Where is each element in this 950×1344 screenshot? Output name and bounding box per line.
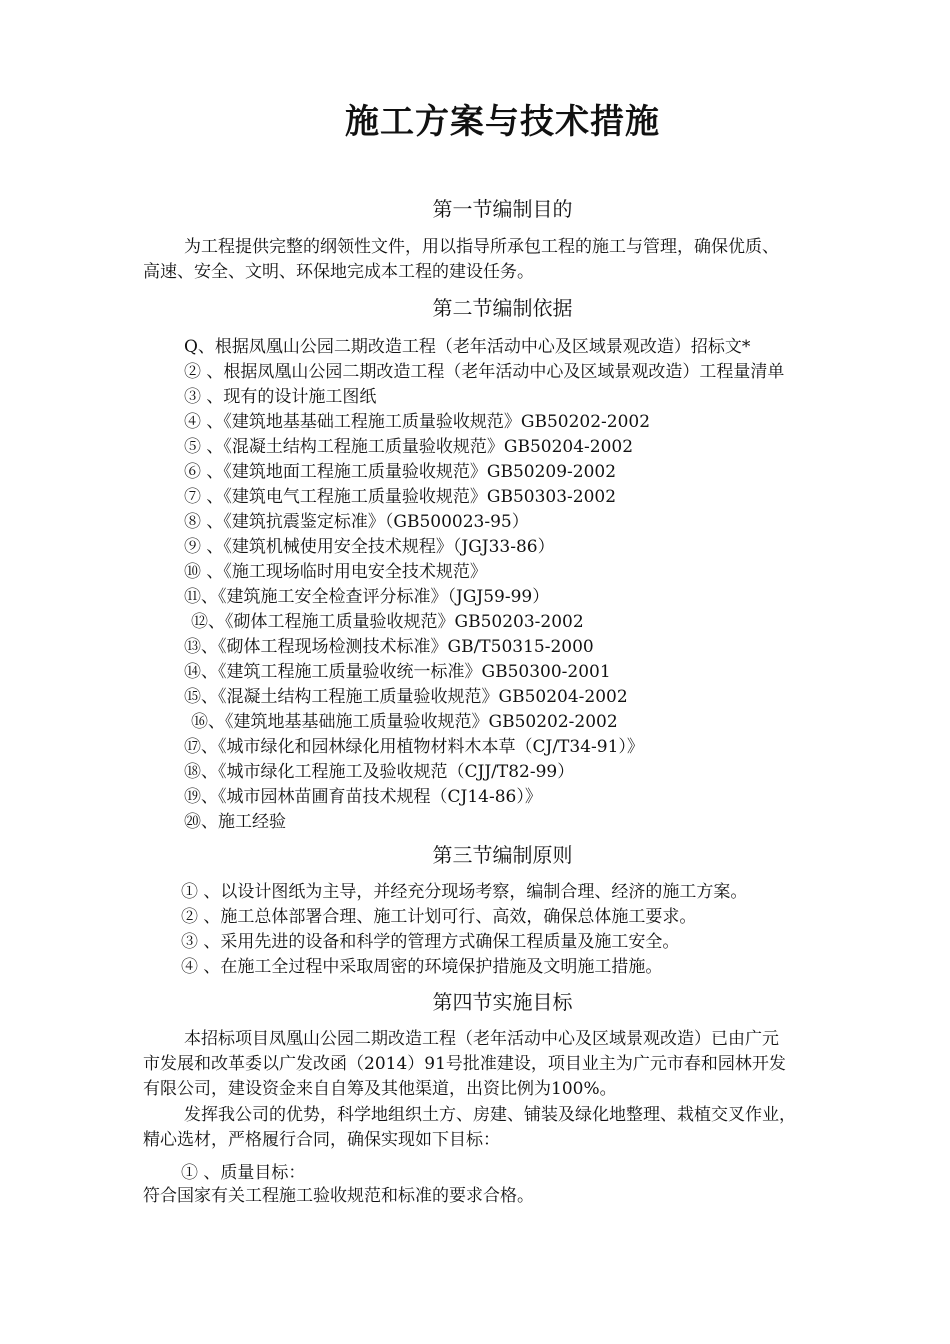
section-2-heading: 第二节编制依据 — [432, 296, 573, 320]
list-item: ③ 、采用先进的设备和科学的管理方式确保工程质量及施工安全。 — [181, 932, 680, 952]
list-item: Q、根据凤凰山公园二期改造工程（老年活动中心及区域景观改造）招标文* — [184, 337, 751, 357]
list-item: ⑫、《砌体工程施工质量验收规范》GB50203-2002 — [191, 612, 584, 632]
list-item: ⑯、《建筑地基基础施工质量验收规范》GB50202-2002 — [191, 712, 618, 732]
paragraph-line: 高速、安全、文明、环保地完成本工程的建设任务。 — [143, 262, 534, 282]
list-item: ⑲、《城市园林苗圃育苗技术规程（CJ14-86）》 — [184, 787, 542, 807]
paragraph-line: 本招标项目凤凰山公园二期改造工程（老年活动中心及区域景观改造）已由广元 — [184, 1029, 779, 1049]
list-item: ① 、以设计图纸为主导，并经充分现场考察，编制合理、经济的施工方案。 — [181, 882, 748, 902]
list-item: ⑬、《砌体工程现场检测技术标准》GB/T50315-2000 — [184, 637, 594, 657]
list-item: ⑪、《建筑施工安全检查评分标准》（JGJ59-99） — [184, 587, 550, 607]
list-item: ⑧ 、《建筑抗震鉴定标准》（GB500023-95） — [184, 512, 529, 532]
list-item: ⑦ 、《建筑电气工程施工质量验收规范》GB50303-2002 — [184, 487, 617, 507]
paragraph-line: 发挥我公司的优势，科学地组织土方、房建、铺装及绿化地整理、栽植交叉作业， — [184, 1105, 796, 1125]
section-1-heading: 第一节编制目的 — [432, 197, 573, 221]
list-item: ④ 、《建筑地基基础工程施工质量验收规范》GB50202-2002 — [184, 412, 651, 432]
list-item: ⑮、《混凝土结构工程施工质量验收规范》GB50204-2002 — [184, 687, 628, 707]
list-item: ⑩ 、《施工现场临时用电安全技术规范》 — [184, 562, 487, 582]
document-title: 施工方案与技术措施 — [345, 102, 660, 142]
list-item: ⑱、《城市绿化工程施工及验收规范（CJJ/T82-99） — [184, 762, 575, 782]
section-1-paragraph — [143, 235, 873, 285]
list-item: ⑭、《建筑工程施工质量验收统一标准》GB50300-2001 — [184, 662, 611, 682]
list-item: ⑳、施工经验 — [184, 812, 286, 832]
section-4-paragraph-1 — [143, 1027, 873, 1102]
paragraph-line: 为工程提供完整的纲领性文件，用以指导所承包工程的施工与管理，确保优质、 — [184, 237, 779, 257]
list-item: ③ 、现有的设计施工图纸 — [184, 387, 377, 407]
list-item: ④ 、在施工全过程中采取周密的环境保护措施及文明施工措施。 — [181, 957, 663, 977]
list-item: ⑰、《城市绿化和园林绿化用植物材料木本草（CJ/T34-91）》 — [184, 737, 644, 757]
section-3-heading: 第三节编制原则 — [432, 843, 573, 867]
paragraph-line: 精心选材，严格履行合同，确保实现如下目标： — [143, 1130, 500, 1150]
section-4-heading: 第四节实施目标 — [432, 990, 573, 1014]
list-item: ⑨ 、《建筑机械使用安全技术规程》（JGJ33-86） — [184, 537, 555, 557]
list-item: ② 、施工总体部署合理、施工计划可行、高效，确保总体施工要求。 — [181, 907, 697, 927]
list-item: ⑥ 、《建筑地面工程施工质量验收规范》GB50209-2002 — [184, 462, 617, 482]
goal-text: 符合国家有关工程施工验收规范和标准的要求合格。 — [143, 1186, 534, 1206]
list-item: ② 、根据凤凰山公园二期改造工程（老年活动中心及区域景观改造）工程量清单 — [184, 362, 785, 382]
section-4-paragraph-2 — [143, 1103, 873, 1153]
list-item: ⑤ 、《混凝土结构工程施工质量验收规范》GB50204-2002 — [184, 437, 634, 457]
goal-label: ① 、质量目标： — [181, 1163, 306, 1183]
paragraph-line: 市发展和改革委以广发改函（2014）91号批准建设，项目业主为广元市春和园林开发 — [143, 1054, 786, 1074]
paragraph-line: 有限公司，建设资金来自自筹及其他渠道，出资比例为100%。 — [143, 1079, 617, 1099]
